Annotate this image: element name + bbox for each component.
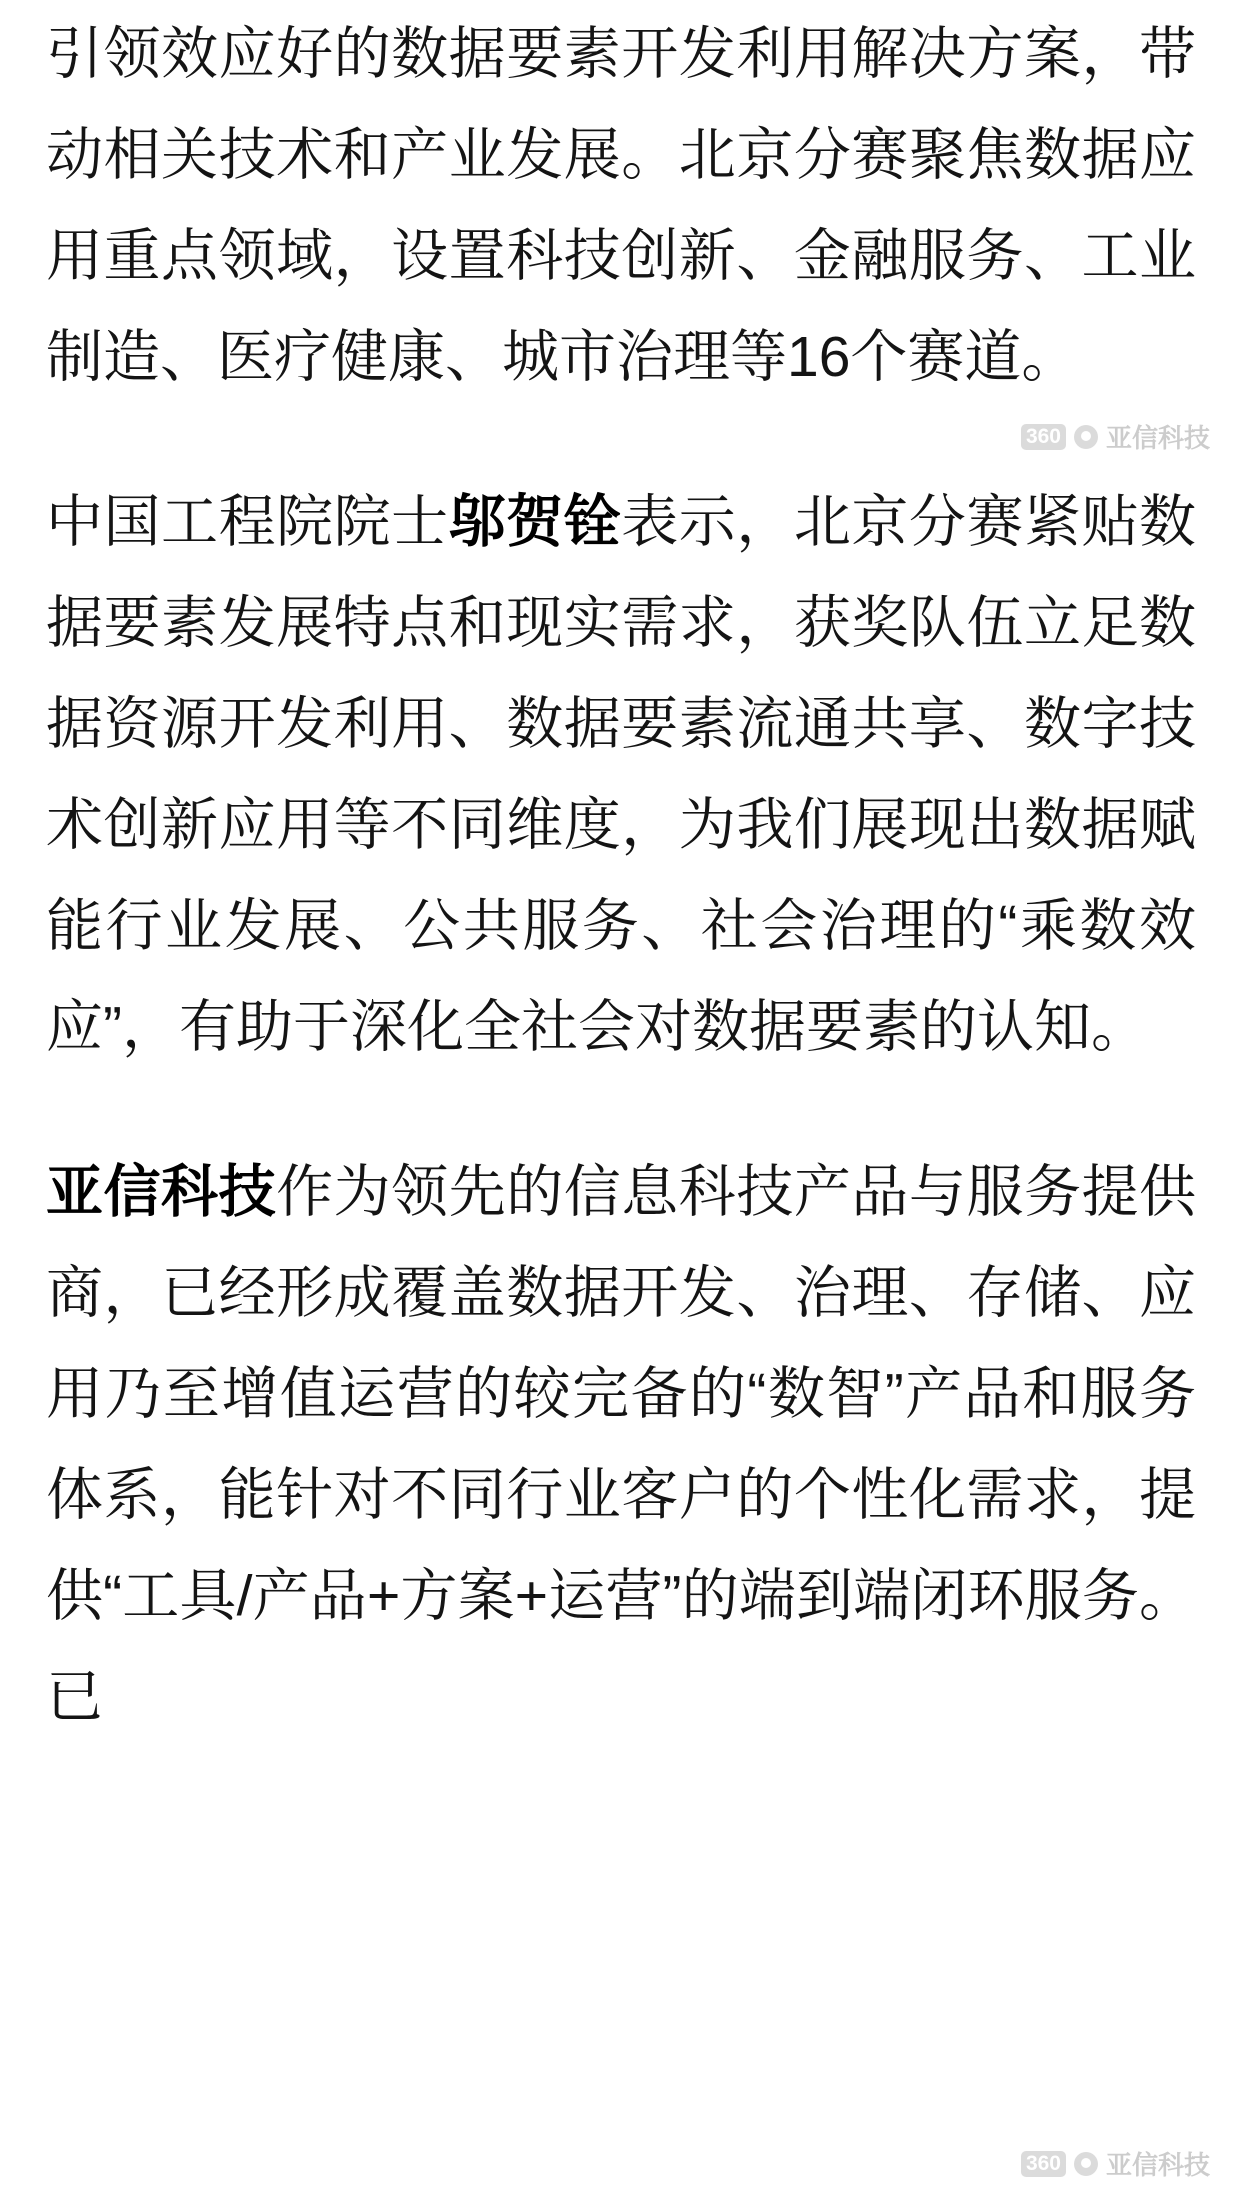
paragraph-3-text-rest: 作为领先的信息科技产品与服务提供商，已经形成覆盖数据开发、治理、存储、应用乃至增值运营的较完备的“数智”产品和服务体系，能针对不同行业客户的个性化需求，提供“工具/产品+方案+运营”的端到端闭环服务。已 bbox=[46, 1160, 1197, 1729]
watermark-label: 亚信科技 bbox=[1105, 423, 1210, 453]
company-logo-icon bbox=[1074, 425, 1098, 449]
paragraph-2 bbox=[46, 472, 1196, 1078]
watermark-label: 亚信科技 bbox=[1105, 2150, 1210, 2180]
watermark-bottom bbox=[1021, 2145, 1210, 2182]
paragraph-1 bbox=[46, 0, 1196, 408]
company-name-highlight: 亚信科技 bbox=[46, 1160, 277, 1224]
watermark-badge: 360 bbox=[1021, 2151, 1066, 2177]
watermark-top bbox=[1021, 418, 1210, 455]
paragraph-1-text: 引领效应好的数据要素开发利用解决方案，带动相关技术和产业发展。北京分赛聚焦数据应用重点领域，设置科技创新、金融服务、工业制造、医疗健康、城市治理等16个赛道。 bbox=[46, 22, 1196, 389]
paragraph-2-text-rest: 表示，北京分赛紧贴数据要素发展特点和现实需求，获奖队伍立足数据资源开发利用、数据要素流通共享、数字技术创新应用等不同维度，为我们展现出数据赋能行业发展、公共服务、社会治理的“乘数效应”，有助于深化全社会对数据要素的认知。 bbox=[46, 490, 1197, 1059]
person-name-highlight: 邬贺铨 bbox=[448, 490, 622, 554]
paragraph-3 bbox=[46, 1142, 1196, 1748]
paragraph-2-text-lead: 中国工程院院士 bbox=[46, 490, 449, 554]
watermark-badge: 360 bbox=[1021, 424, 1066, 450]
company-logo-icon bbox=[1074, 2152, 1098, 2176]
